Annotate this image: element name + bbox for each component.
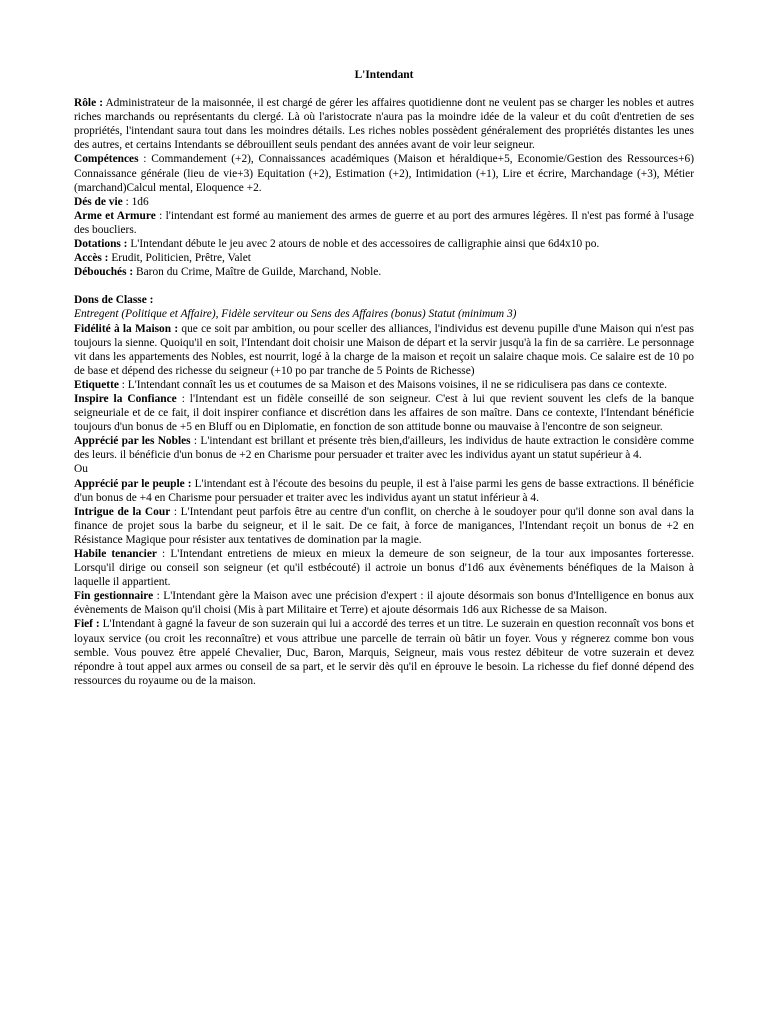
don-paragraph [74, 477, 694, 505]
don-label: Fief : [74, 618, 100, 631]
don-label: Inspire la Confiance [74, 392, 177, 405]
don-text: Ou [74, 463, 88, 476]
don-label: Fin gestionnaire [74, 590, 154, 603]
role-paragraph [74, 96, 694, 152]
don-label: Intrigue de la Cour [74, 505, 171, 518]
don-label: Etiquette [74, 378, 119, 391]
don-label: Habile tenancier [74, 548, 157, 560]
arme-armure-label: Arme et Armure [74, 209, 156, 222]
don-label: Apprécié par le peuple : [74, 477, 192, 490]
role-text: Administrateur de la maisonnée, il est chargé de gérer les affaires quotidienne dont ne veulent pas se charger les nobles et autres riches marchands ou représentants du clergé. Là où l'aristocrate n'aura pas la moindre idée de la valeur et du coût d'entretien de ses propriétés, l'intendant saura tout dans les moindres détails. Les riches nobles possèdent généralement des propriétés distantes les unes des autres, et certains Intendants se débrouillent seuls pendant des années avant de voir leur seigneur. [74, 97, 694, 152]
don-paragraph [74, 505, 694, 547]
dons-heading [74, 293, 694, 307]
dons-subtitle: Entregent (Politique et Affaire), Fidèle serviteur ou Sens des Affaires (bonus) Statut (minimum 3) [74, 308, 517, 321]
section-gap [74, 279, 694, 293]
acces-paragraph [74, 251, 694, 265]
don-text: : L'intendant est brillant et présente très bien,d'ailleurs, les individus de haute extraction le considère comme des leurs. il bénéficie d'un bonus de +2 en Charisme pour persuader et traiter avec les individus ayant un statut supérieur à 4. [74, 435, 694, 462]
don-text: : L'Intendant entretiens de mieux en mieux la demeure de son seigneur, de la tour aux imposantes forteresse. Lorsqu'il dirige ou conseil son seigneur (et qu'il estbécouté) il actroie un bonus d'1d6 aux évènements bénéfiques de la Maison à laquelle il appartient. [74, 548, 694, 589]
role-label: Rôle : [74, 97, 104, 110]
dons-label: Dons de Classe : [74, 294, 154, 307]
page-title: L'Intendant [354, 69, 414, 81]
don-paragraph [74, 378, 694, 392]
debouches-label: Débouchés : [74, 266, 134, 279]
don-paragraph [74, 547, 694, 589]
don-paragraph [74, 589, 694, 617]
dotations-label: Dotations : [74, 238, 128, 251]
arme-armure-text: : l'intendant est formé au maniement des armes de guerre et au port des armures légères. Il n'est pas formé à l'usage des boucliers. [74, 209, 694, 236]
don-text: que ce soit par ambition, ou pour sceller des alliances, l'individus est devenu pupille d'une Maison qui n'est pas toujours la sienne. Quoiqu'il en soit, l'Intendant doit choisir une Maison de départ et la servir jusqu'à la fin de sa carrière. Le personnage vit dans les appartements des Nobles, est nourrit, logé à la charge de la maison et reçoit un salaire chaque mois. Ce salaire est de 10 po de base et dépend des richesse du seigneur (+10 po par tranche de 5 Points de Richesse) [74, 322, 694, 377]
don-paragraph [74, 392, 694, 434]
don-text: L'Intendant à gagné la faveur de son suzerain qui lui a accordé des terres et un titre. Le suzerain en question reconnaît vos bons et loyaux service (ou croit les reconnaître) et vous attribue une parcelle de terrain où bâtir un foyer. Vous y régnerez comme bon vous semble. Vous pouvez être appelé Chevalier, Duc, Baron, Marquis, Seigneur, mais vous restez débiteur de votre suzerain et devez répondre à tout appel aux armes ou conseil de sa part, et le servir dès qu'il en éprouve le besoin. La richesse du fief donné dépend des ressources du royaume ou de la maison. [74, 618, 694, 687]
don-text: : l'Intendant est un fidèle conseillé de son seigneur. C'est à lui que revient souvent les clefs de la banque seigneuriale et de ce fait, il doit inspirer confiance et discrétion dans les affaires de son maître. Dans ce contexte, l'Intendant bénéficie toujours d'un bonus de +5 en Bluff ou en Diplomatie, en fonction de son attitude bonne ou mauvaise à l'encontre de son seigneur. [74, 392, 694, 434]
debouches-paragraph [74, 265, 694, 279]
debouches-text: Baron du Crime, Maître de Guilde, Marchand, Noble. [133, 266, 382, 279]
don-label: Apprécié par les Nobles [74, 435, 191, 448]
don-paragraph [74, 322, 694, 378]
acces-text: Erudit, Politicien, Prêtre, Valet [108, 252, 251, 265]
competences-text: : Commandement (+2), Connaissances académiques (Maison et héraldique+5, Economie/Gestion des Ressources+6) Connaissance générale (lieu de vie+3) Equitation (+2), Estimation (+2), Intimidation (+1), Lire et écrire, Marchandage (+3), Métier (marchand)Calcul mental, Eloquence +2. [74, 153, 694, 194]
don-text: L'intendant est à l'écoute des besoins du peuple, il est à l'aise parmi les gens de basse extractions. Il bénéficie d'un bonus de +4 en Charisme pour persuader et traiter avec les individus ayant un statut inférieur à 4. [74, 477, 694, 504]
des-de-vie-text: : 1d6 [122, 195, 149, 208]
don-text: : L'Intendant connaît les us et coutumes de sa Maison et des Maisons voisines, il ne se ridiculisera pas dans ce contexte. [118, 378, 667, 391]
don-paragraph [74, 434, 694, 462]
arme-armure-paragraph [74, 209, 694, 237]
don-paragraph [74, 617, 694, 687]
des-de-vie-label: Dés de vie [74, 195, 123, 208]
des-de-vie-paragraph [74, 195, 694, 209]
don-text: : L'Intendant gère la Maison avec une précision d'expert : il ajoute désormais son bonus d'Intelligence en bonus aux évènements de Maison qu'il choisi (Mis à part Militaire et Terre) et ajoute désormais 1d6 aux Richesse de sa Maison. [74, 590, 694, 617]
competences-label: Compétences [74, 153, 139, 166]
acces-label: Accès : [74, 252, 109, 265]
dotations-text: L'Intendant débute le jeu avec 2 atours de noble et des accessoires de calligraphie ainsi que 6d4x10 po. [127, 238, 600, 251]
don-label: Fidélité à la Maison : [74, 322, 179, 335]
don-paragraph [74, 462, 694, 476]
don-text: : L'Intendant peut parfois être au centre d'un conflit, on cherche à le soudoyer pour qu'il donne son aval dans la finance de projet sous la barbe du seigneur, et il le sait. De ce fait, à force de manigances, l'Intendant reçoit un bonus de +2 en Résistance Magique pour résister aux tentatives de domination par la magie. [74, 505, 694, 546]
dotations-paragraph [74, 237, 694, 251]
competences-paragraph [74, 152, 694, 194]
